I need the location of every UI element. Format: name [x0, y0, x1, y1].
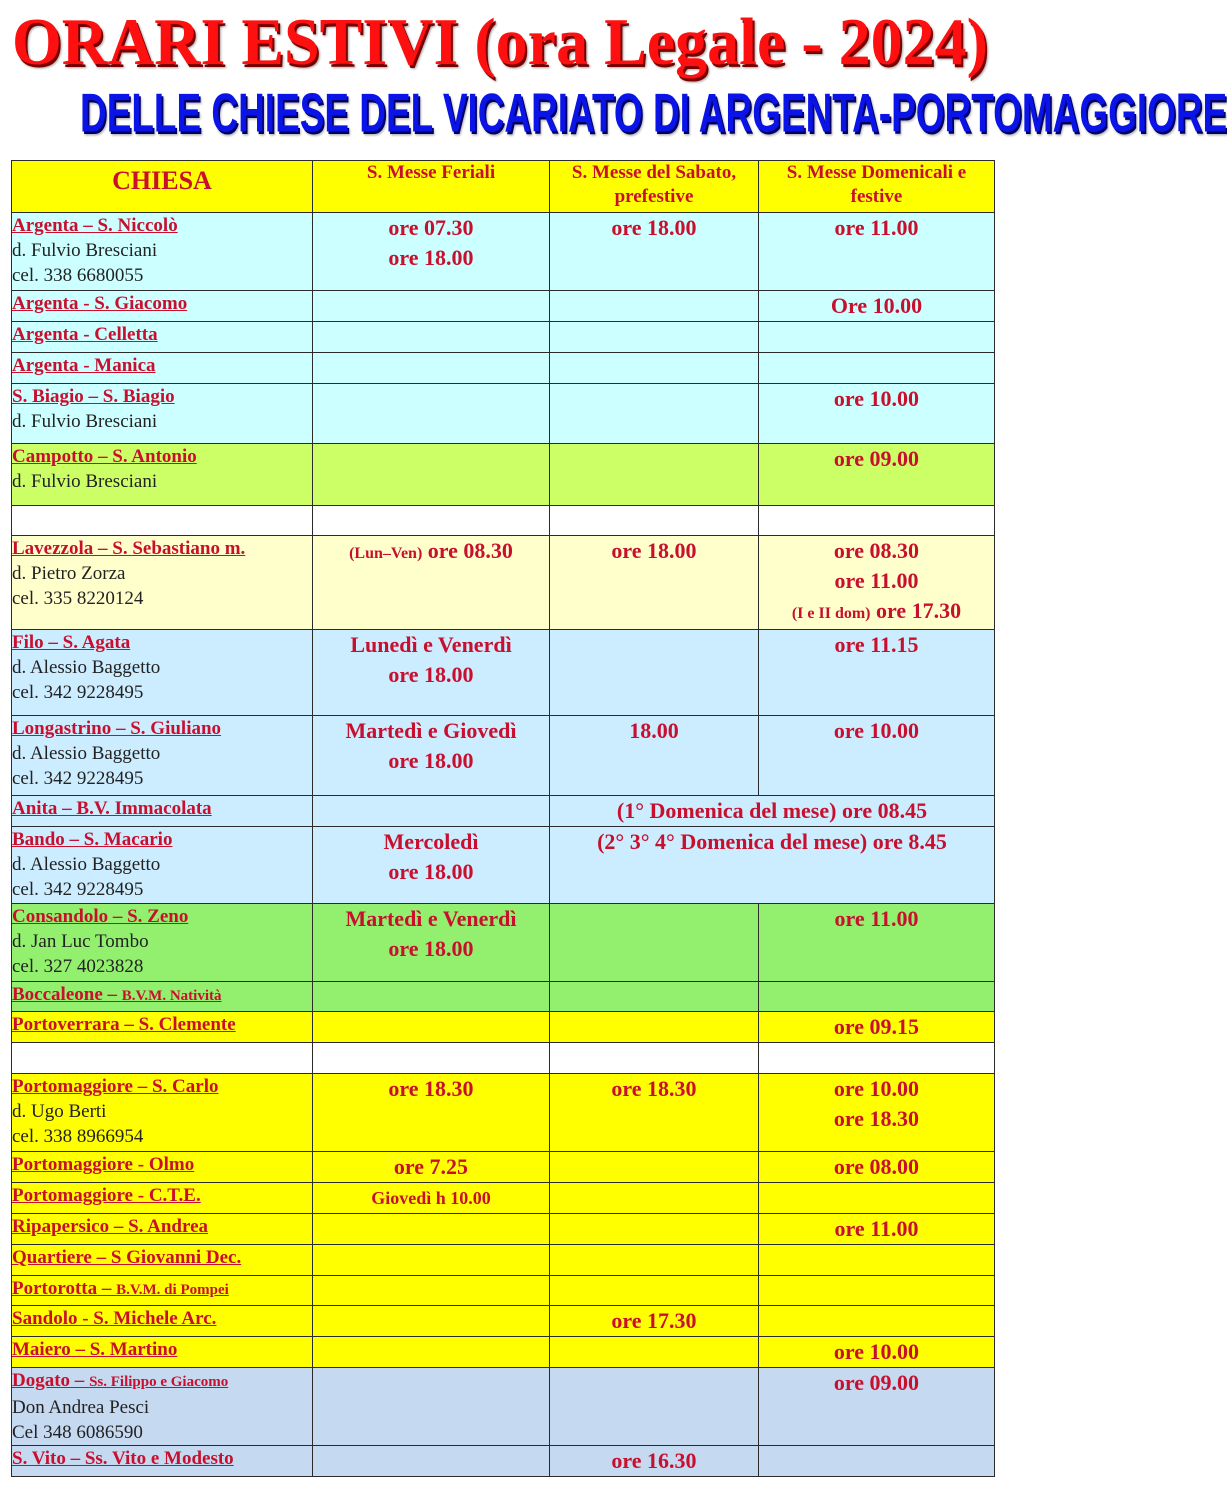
weekday-note: (Lun–Ven)	[349, 545, 423, 562]
table-row	[12, 384, 995, 444]
church-name: Portorotta –	[12, 1278, 117, 1299]
schedule-table	[11, 160, 995, 1477]
table-row	[12, 1012, 995, 1043]
priest-name: d. Fulvio Bresciani	[12, 240, 158, 261]
church-name: Longastrino – S. Giuliano	[12, 718, 222, 739]
weekday-days: Martedì e Giovedì	[345, 718, 517, 743]
church-name: S. Biagio – S. Biagio	[12, 386, 175, 407]
weekday-time: Giovedì h 10.00	[313, 1183, 550, 1214]
church-name: Argenta - Celletta	[12, 324, 158, 345]
church-name: Maiero – S. Martino	[12, 1339, 178, 1360]
phone-number: cel. 327 4023828	[12, 956, 144, 977]
sunday-time: ore 10.00	[833, 1076, 920, 1101]
header-row	[12, 161, 995, 213]
phone-number: cel. 335 8220124	[12, 588, 144, 609]
table-row	[12, 444, 995, 506]
weekend-time: (2° 3° 4° Domenica del mese) ore 8.45	[550, 827, 995, 904]
sunday-time: ore 09.00	[759, 1368, 995, 1446]
weekday-time: ore 18.00	[388, 245, 474, 270]
table-row	[12, 322, 995, 353]
sunday-note: (I e II dom)	[791, 605, 871, 622]
weekday-days: Martedì e Venerdì	[345, 906, 517, 931]
church-name: Campotto – S. Antonio	[12, 446, 197, 467]
priest-name: d. Alessio Baggetto	[12, 657, 161, 678]
saturday-time: 18.00	[550, 716, 759, 796]
weekday-days: Lunedì e Venerdì	[350, 632, 512, 657]
table-row	[12, 1245, 995, 1276]
weekday-time: ore 18.30	[313, 1074, 550, 1152]
priest-name: d. Jan Luc Tombo	[12, 931, 149, 952]
church-name: Bando – S. Macario	[12, 829, 173, 850]
church-name: Anita – B.V. Immacolata	[12, 798, 212, 819]
church-name: Boccaleone –	[12, 984, 122, 1005]
sunday-time: ore 09.00	[759, 444, 995, 506]
table-row	[12, 1337, 995, 1368]
saturday-time: ore 18.30	[550, 1074, 759, 1152]
table-row	[12, 796, 995, 827]
weekday-time: ore 18.00	[388, 936, 474, 961]
church-name: Sandolo - S. Michele Arc.	[12, 1308, 217, 1329]
table-row	[12, 982, 995, 1012]
table-row	[12, 1074, 995, 1152]
phone-number: cel. 342 9228495	[12, 682, 144, 703]
church-name: Quartiere – S Giovanni Dec.	[12, 1247, 242, 1268]
church-name: Consandolo – S. Zeno	[12, 906, 189, 927]
church-name: Portomaggiore - Olmo	[12, 1154, 195, 1175]
header-saturday: S. Messe del Sabato, prefestive	[550, 161, 759, 213]
church-dedication: B.V.M. Natività	[121, 988, 222, 1004]
church-dedication: B.V.M. di Pompei	[116, 1282, 229, 1298]
church-name: S. Vito – Ss. Vito e Modesto	[12, 1448, 234, 1469]
church-name: Portomaggiore – S. Carlo	[12, 1076, 219, 1097]
church-name: Filo – S. Agata	[12, 632, 131, 653]
saturday-time: ore 17.30	[550, 1306, 759, 1337]
table-row	[12, 630, 995, 716]
weekday-time: ore 08.30	[427, 538, 513, 563]
sunday-time: ore 08.30	[833, 538, 920, 563]
church-name: Ripapersico – S. Andrea	[12, 1216, 209, 1237]
header-weekday: S. Messe Feriali	[313, 161, 550, 213]
phone-number: cel. 338 8966954	[12, 1126, 144, 1147]
priest-name: d. Pietro Zorza	[12, 563, 126, 584]
church-name: Argenta – S. Niccolò	[12, 215, 178, 236]
phone-number: cel. 342 9228495	[12, 768, 144, 789]
priest-name: Don Andrea Pesci	[12, 1397, 150, 1418]
sunday-time: ore 17.30	[876, 598, 962, 623]
table-row	[12, 213, 995, 291]
table-row	[12, 1152, 995, 1183]
table-row	[12, 1368, 995, 1446]
sunday-time: ore 18.30	[833, 1106, 920, 1131]
spacer-row	[12, 506, 995, 536]
saturday-time: ore 16.30	[550, 1446, 759, 1477]
church-dedication: Ss. Filippo e Giacomo	[89, 1374, 229, 1390]
phone-number: Cel 348 6086590	[12, 1422, 143, 1443]
header-sunday: S. Messe Domenicali e festive	[759, 161, 995, 213]
church-name: Lavezzola – S. Sebastiano m.	[12, 538, 246, 559]
page-title: ORARI ESTIVI (ora Legale - 2024)	[12, 4, 988, 79]
church-name: Argenta - S. Giacomo	[12, 293, 188, 314]
table-row	[12, 1276, 995, 1306]
table-row	[12, 904, 995, 982]
sunday-time: ore 10.00	[759, 384, 995, 444]
header-church: CHIESA	[12, 161, 313, 213]
weekday-time: ore 18.00	[388, 662, 474, 687]
sunday-time: ore 09.15	[759, 1012, 995, 1043]
phone-number: cel. 338 6680055	[12, 265, 144, 286]
saturday-time: ore 18.00	[550, 213, 759, 291]
sunday-time: Ore 10.00	[759, 291, 995, 322]
church-name: Dogato –	[12, 1370, 90, 1391]
priest-name: d. Ugo Berti	[12, 1101, 107, 1122]
weekday-days: Mercoledì	[383, 829, 479, 854]
sunday-time: ore 08.00	[759, 1152, 995, 1183]
sunday-time: ore 10.00	[759, 1337, 995, 1368]
table-row	[12, 1446, 995, 1477]
weekday-time: ore 18.00	[388, 748, 474, 773]
priest-name: d. Alessio Baggetto	[12, 854, 161, 875]
sunday-time: ore 11.15	[759, 630, 995, 716]
table-row	[12, 353, 995, 384]
sunday-time: ore 10.00	[759, 716, 995, 796]
page-subtitle: DELLE CHIESE DEL VICARIATO DI ARGENTA-PORTOMAGGIORE	[80, 82, 1227, 144]
church-name: Portomaggiore - C.T.E.	[12, 1185, 201, 1206]
spacer-row	[12, 1043, 995, 1074]
priest-name: d. Fulvio Bresciani	[12, 471, 158, 492]
weekday-time: ore 07.30	[388, 215, 474, 240]
table-row	[12, 1183, 995, 1214]
weekend-time: (1° Domenica del mese) ore 08.45	[550, 796, 995, 827]
church-name: Portoverrara – S. Clemente	[12, 1014, 236, 1035]
priest-name: d. Alessio Baggetto	[12, 743, 161, 764]
table-row	[12, 1214, 995, 1245]
sunday-time: ore 11.00	[834, 568, 919, 593]
saturday-time: ore 18.00	[550, 536, 759, 630]
phone-number: cel. 342 9228495	[12, 879, 144, 900]
weekday-time: ore 18.00	[388, 859, 474, 884]
table-row	[12, 716, 995, 796]
table-row	[12, 827, 995, 904]
table-row	[12, 536, 995, 630]
weekday-time: ore 7.25	[313, 1152, 550, 1183]
sunday-time: ore 11.00	[759, 213, 995, 291]
church-name: Argenta - Manica	[12, 355, 156, 376]
priest-name: d. Fulvio Bresciani	[12, 411, 158, 432]
table-row	[12, 1306, 995, 1337]
table-row	[12, 291, 995, 322]
sunday-time: ore 11.00	[759, 1214, 995, 1245]
sunday-time: ore 11.00	[759, 904, 995, 982]
